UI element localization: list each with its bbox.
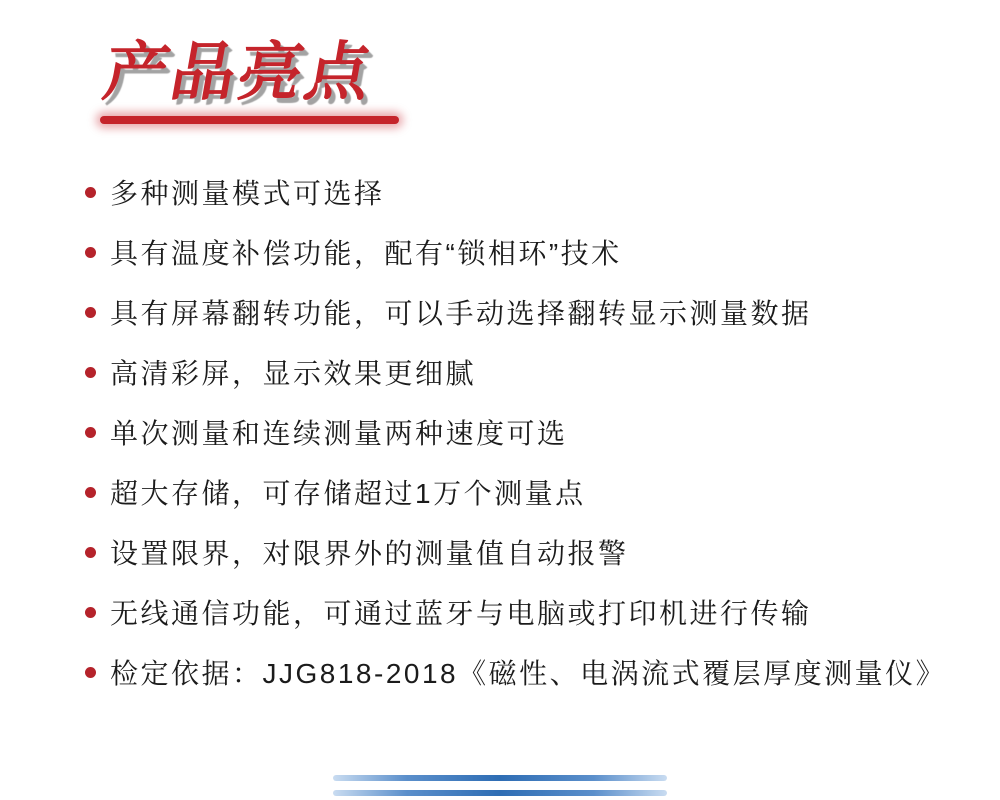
highlight-text: 具有屏幕翻转功能，可以手动选择翻转显示测量数据 [110, 298, 812, 329]
highlight-list [85, 162, 946, 702]
footer-decor-bar [333, 775, 667, 781]
bullet-icon [85, 487, 96, 498]
highlight-text: 具有温度补偿功能，配有“锁相环”技术 [110, 238, 622, 269]
title-underline [100, 116, 399, 124]
highlight-item [85, 582, 946, 642]
bullet-icon [85, 607, 96, 618]
highlight-item [85, 222, 946, 282]
footer-decoration [0, 770, 1000, 800]
bullet-icon [85, 307, 96, 318]
highlight-text: 单次测量和连续测量两种速度可选 [110, 418, 568, 449]
page-title: 产品亮点 [98, 36, 380, 108]
highlight-text: 超大存储，可存储超过1万个测量点 [110, 478, 586, 509]
highlight-item [85, 642, 946, 702]
bullet-icon [85, 547, 96, 558]
section-header [98, 34, 380, 110]
highlight-text: 多种测量模式可选择 [110, 178, 385, 209]
highlight-item [85, 402, 946, 462]
footer-decor-bar [333, 790, 667, 796]
bullet-icon [85, 427, 96, 438]
bullet-icon [85, 247, 96, 258]
bullet-icon [85, 667, 96, 678]
highlight-text: 检定依据：JJG818-2018《磁性、电涡流式覆层厚度测量仪》 [110, 658, 947, 689]
highlight-text: 设置限界，对限界外的测量值自动报警 [110, 538, 629, 569]
highlight-item [85, 162, 946, 222]
highlight-item [85, 282, 946, 342]
highlight-item [85, 522, 946, 582]
bullet-icon [85, 187, 96, 198]
bullet-icon [85, 367, 96, 378]
highlight-text: 高清彩屏，显示效果更细腻 [110, 358, 477, 389]
highlight-item [85, 342, 946, 402]
highlight-item [85, 462, 946, 522]
highlight-text: 无线通信功能，可通过蓝牙与电脑或打印机进行传输 [110, 598, 812, 629]
